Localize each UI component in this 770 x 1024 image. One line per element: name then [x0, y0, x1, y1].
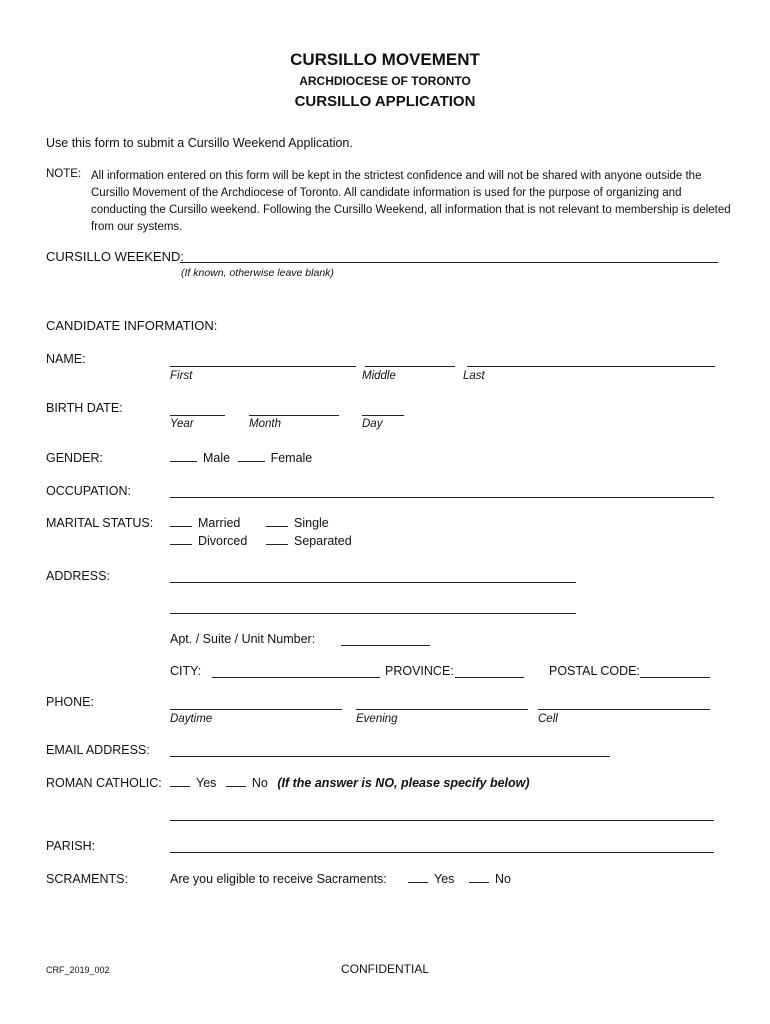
- male-blank[interactable]: [170, 461, 197, 462]
- married-choice: [170, 516, 240, 530]
- separated-blank[interactable]: [266, 544, 288, 545]
- note-text: All information entered on this form will be kept in the strictest confidence and will not be shared with anyone outside the Cursillo Movement of the Archdiocese of Toronto. All candidate information is used for the purpose of organizing and conducting the Cursillo weekend. Following the Cursillo Weekend, all information that is not relevant to membership is deleted from our systems.: [91, 170, 731, 233]
- email-field[interactable]: [170, 756, 610, 757]
- address-line1-field[interactable]: [170, 582, 576, 583]
- first-name-field[interactable]: [170, 366, 356, 367]
- apt-label: Apt. / Suite / Unit Number:: [170, 632, 316, 646]
- divorced-blank[interactable]: [170, 544, 192, 545]
- middle-caption: Middle: [362, 370, 396, 382]
- form-org-subtitle: ARCHDIOCESE OF TORONTO: [299, 74, 471, 88]
- separated-choice: [266, 534, 352, 548]
- separated-option: Separated: [294, 534, 352, 548]
- sacraments-yes-choice: [408, 872, 454, 886]
- married-blank[interactable]: [170, 526, 192, 527]
- single-choice: [266, 516, 329, 530]
- form-code: CRF_2019_002: [46, 965, 110, 975]
- catholic-specify-field[interactable]: [170, 820, 714, 821]
- day-caption: Day: [362, 418, 383, 430]
- last-name-field[interactable]: [467, 366, 715, 367]
- cell-caption: Cell: [538, 713, 558, 725]
- catholic-label: ROMAN CATHOLIC:: [46, 776, 162, 790]
- birth-month-field[interactable]: [249, 415, 339, 416]
- province-field[interactable]: [455, 677, 524, 678]
- catholic-no-blank[interactable]: [226, 786, 246, 787]
- catholic-yes-blank[interactable]: [170, 786, 190, 787]
- divorced-choice: [170, 534, 247, 548]
- daytime-caption: Daytime: [170, 713, 213, 725]
- apt-field[interactable]: [341, 645, 430, 646]
- sacraments-no-blank[interactable]: [469, 882, 489, 883]
- form-title: CURSILLO APPLICATION: [294, 93, 476, 110]
- postal-label: POSTAL CODE:: [549, 664, 640, 678]
- sacraments-yes-blank[interactable]: [408, 882, 428, 883]
- weekend-label: CURSILLO WEEKEND:: [46, 249, 184, 264]
- weekend-hint: (If known, otherwise leave blank): [181, 267, 334, 279]
- last-caption: Last: [463, 370, 485, 382]
- city-label: CITY:: [170, 664, 202, 678]
- divorced-option: Divorced: [198, 534, 248, 548]
- form-org-title: CURSILLO MOVEMENT: [290, 50, 480, 69]
- birth-label: BIRTH DATE:: [46, 401, 123, 415]
- catholic-yes-option: Yes: [196, 776, 217, 790]
- parish-label: PARISH:: [46, 839, 96, 853]
- sacraments-question: Are you eligible to receive Sacraments:: [170, 872, 387, 886]
- parish-field[interactable]: [170, 852, 714, 853]
- sacraments-label: SCRAMENTS:: [46, 872, 128, 886]
- phone-label: PHONE:: [46, 695, 94, 709]
- sacraments-no-choice: [469, 872, 511, 886]
- female-blank[interactable]: [238, 461, 265, 462]
- intro-text: Use this form to submit a Cursillo Weekend Application.: [46, 136, 353, 150]
- city-field[interactable]: [212, 677, 380, 678]
- marital-label: MARITAL STATUS:: [46, 516, 154, 530]
- email-label: EMAIL ADDRESS:: [46, 743, 150, 757]
- catholic-hint: (If the answer is NO, please specify below): [277, 776, 530, 790]
- first-caption: First: [170, 370, 193, 382]
- occupation-label: OCCUPATION:: [46, 484, 131, 498]
- confidential-label: CONFIDENTIAL: [340, 962, 429, 976]
- occupation-field[interactable]: [170, 497, 714, 498]
- male-option: Male: [203, 451, 231, 465]
- weekend-field[interactable]: [180, 262, 718, 263]
- year-caption: Year: [170, 418, 194, 430]
- single-option: Single: [294, 516, 329, 530]
- section-title: CANDIDATE INFORMATION:: [46, 318, 218, 333]
- birth-year-field[interactable]: [170, 415, 225, 416]
- sacraments-yes-option: Yes: [434, 872, 455, 886]
- gender-label: GENDER:: [46, 451, 103, 465]
- married-option: Married: [198, 516, 241, 530]
- address-label: ADDRESS:: [46, 569, 110, 583]
- gender-options: [170, 451, 312, 465]
- single-blank[interactable]: [266, 526, 288, 527]
- middle-name-field[interactable]: [365, 366, 455, 367]
- catholic-no-option: No: [251, 776, 268, 790]
- postal-field[interactable]: [640, 677, 710, 678]
- evening-caption: Evening: [356, 713, 398, 725]
- sacraments-no-option: No: [495, 872, 511, 886]
- note-label: NOTE:: [46, 168, 82, 180]
- address-line2-field[interactable]: [170, 613, 576, 614]
- female-option: Female: [270, 451, 313, 465]
- month-caption: Month: [249, 418, 281, 430]
- cell-phone-field[interactable]: [538, 709, 710, 710]
- name-label: NAME:: [46, 352, 86, 366]
- daytime-phone-field[interactable]: [170, 709, 342, 710]
- birth-day-field[interactable]: [362, 415, 404, 416]
- province-label: PROVINCE:: [385, 664, 454, 678]
- evening-phone-field[interactable]: [356, 709, 528, 710]
- catholic-options: [170, 776, 530, 790]
